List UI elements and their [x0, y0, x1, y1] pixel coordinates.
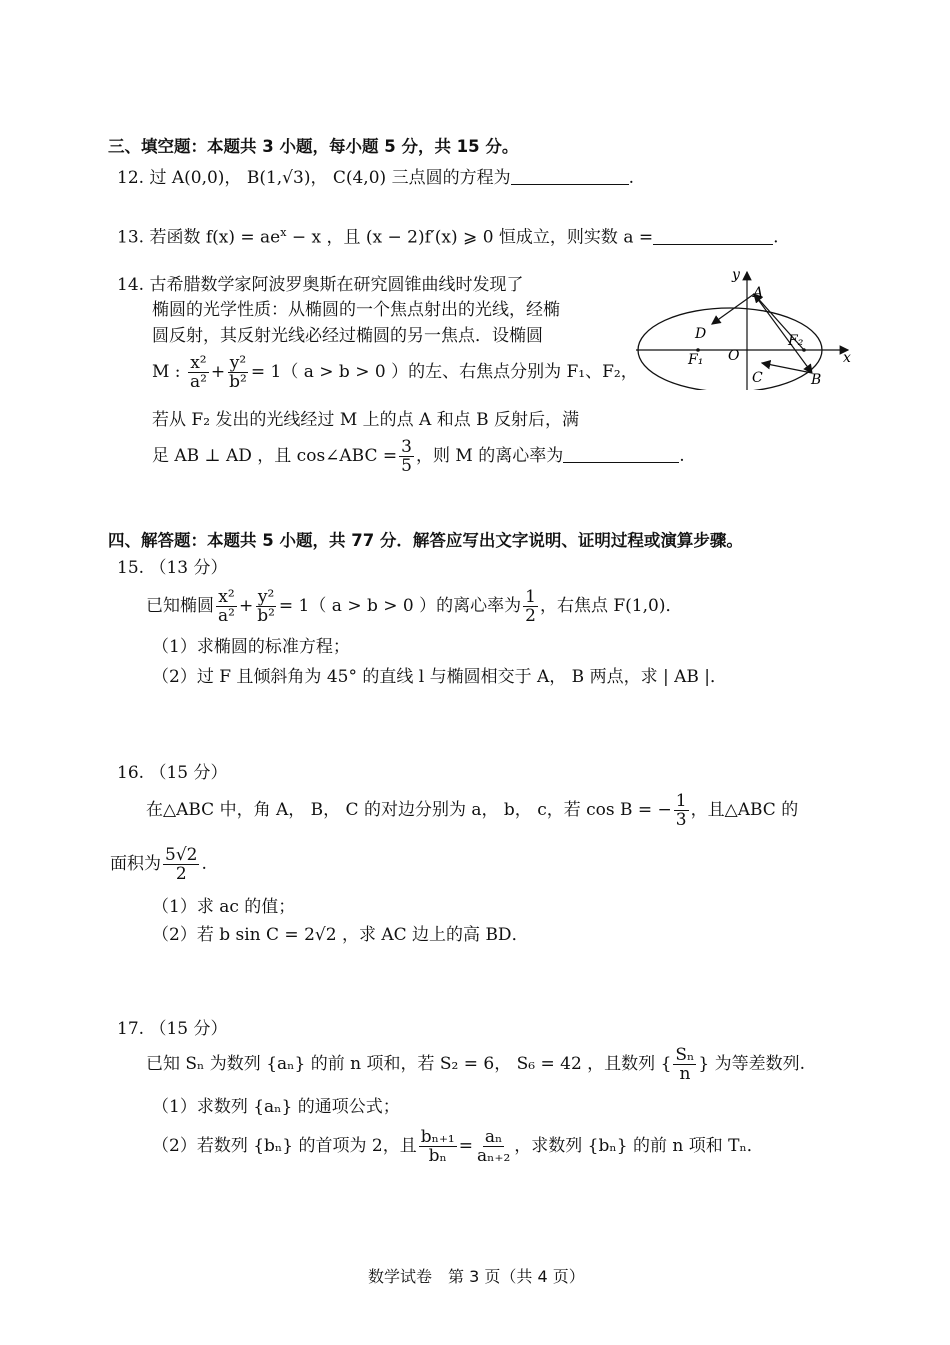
- q15-part2: （2）过 F 且倾斜角为 45° 的直线 l 与椭圆相交于 A， B 两点，求 | AB |．: [152, 667, 728, 687]
- q12-text: 12. 过 A(0,0)， B(1,√3)， C(4,0) 三点圆的方程为: [117, 168, 511, 188]
- q16-stem-post: ，且△ABC 的: [690, 800, 799, 820]
- q14-frac-x-den: a²: [189, 372, 207, 392]
- q15-title: 15. （13 分）: [117, 558, 228, 578]
- q17-frac-b-num: bₙ₊₁: [420, 1127, 455, 1147]
- q16-area-frac-den: 2: [175, 864, 187, 884]
- q16-cos-frac-den: 3: [675, 810, 687, 830]
- q14-line4-post: = 1（ a > b > 0 ）的左、右焦点分别为 F₁、F₂，: [250, 362, 638, 382]
- q13-text: 13. 若函数 f(x) = ae: [117, 227, 281, 248]
- q16-area: [110, 846, 207, 883]
- label-f1: F₁: [688, 352, 704, 368]
- q17-frac-a: [475, 1128, 512, 1165]
- q12-answer-blank[interactable]: [511, 166, 629, 185]
- q15-frac-y: [255, 588, 277, 625]
- q15-frac-x: [216, 588, 237, 625]
- q14-line1: 14. 古希腊数学家阿波罗奥斯在研究圆锥曲线时发现了: [117, 275, 524, 295]
- q15-stem-mid: = 1（ a > b > 0 ）的离心率为: [278, 596, 522, 616]
- q17-stem-pre: 已知 Sₙ 为数列 {aₙ} 的前 n 项和，若 S₂ = 6， S₆ = 42 ，且数列 {: [146, 1054, 672, 1074]
- label-f2: F₂: [788, 333, 804, 349]
- q15-frac-e: [523, 588, 538, 625]
- q14-frac-y-num: y²: [229, 353, 247, 373]
- q17-frac-sn-num: Sₙ: [675, 1045, 695, 1065]
- q17-title: 17. （15 分）: [117, 1019, 228, 1039]
- q14-cos-frac: [399, 438, 414, 475]
- q14-frac-y: [227, 354, 249, 391]
- q14-frac-x: [188, 354, 209, 391]
- q12-end: .: [628, 168, 634, 188]
- ellipse-figure: [636, 266, 862, 390]
- q15-frac-x-num: x²: [218, 587, 235, 607]
- q14-line3: 圆反射，其反射光线必经过椭圆的另一焦点．设椭圆: [152, 326, 543, 346]
- q15-stem-post: ，右焦点 F(1,0)．: [539, 596, 683, 616]
- q14-cos-frac-num: 3: [401, 437, 412, 457]
- label-y: y: [732, 267, 740, 283]
- section-3-heading: 三、填空题：本题共 3 小题，每小题 5 分，共 15 分。: [108, 137, 519, 156]
- q15-frac-y-num: y²: [257, 587, 275, 607]
- q16-part1: （1）求 ac 的值；: [152, 897, 296, 917]
- q14-line4: [152, 354, 638, 391]
- q16-area-frac-num: 5√2: [165, 845, 198, 865]
- q14-line4-pre: M :: [152, 362, 181, 382]
- q15-frac-e-num: 1: [525, 587, 536, 607]
- q14-cos-frac-den: 5: [401, 456, 412, 476]
- q14-line5: 若从 F₂ 发出的光线经过 M 上的点 A 和点 B 反射后，满: [152, 410, 580, 430]
- q14-line6-pre: 足 AB ⊥ AD ，且 cos∠ABC =: [152, 446, 398, 466]
- q16-cos-frac: [674, 792, 689, 829]
- q17-frac-sn: [673, 1046, 696, 1083]
- q15-frac-y-den: b²: [257, 606, 275, 626]
- q14-frac-y-den: b²: [229, 372, 247, 392]
- q14-line6-post: ，则 M 的离心率为: [415, 446, 564, 466]
- q14-plus: +: [210, 362, 226, 382]
- q13-end: .: [773, 227, 779, 248]
- q15-part1: （1）求椭圆的标准方程；: [152, 637, 350, 657]
- q15-frac-e-den: 2: [525, 606, 536, 626]
- q13-text2: − x ，且 (x − 2)f′(x) ⩾ 0 恒成立，则实数 a =: [286, 227, 654, 248]
- q17-frac-b-den: bₙ: [428, 1146, 447, 1166]
- q17-part1: （1）求数列 {aₙ} 的通项公式；: [152, 1097, 400, 1117]
- q16-title: 16. （15 分）: [117, 763, 228, 783]
- q17-part2-post: ，求数列 {bₙ} 的前 n 项和 Tₙ．: [514, 1136, 764, 1156]
- q14-frac-x-num: x²: [190, 353, 207, 373]
- q17-frac-b: [419, 1128, 457, 1165]
- q13-sup: x: [280, 226, 287, 239]
- q15-frac-x-den: a²: [218, 606, 235, 626]
- label-c: C: [752, 370, 763, 386]
- q13-answer-blank[interactable]: [653, 226, 773, 245]
- ray-b-to-c: [762, 363, 812, 373]
- q15-stem: [146, 588, 682, 625]
- question-12: [117, 166, 634, 190]
- q15-stem-pre: 已知椭圆: [146, 596, 214, 616]
- q16-stem: [146, 792, 798, 829]
- q17-frac-a-den: aₙ₊₂: [477, 1146, 511, 1166]
- q16-cos-frac-num: 1: [675, 791, 687, 811]
- section-4-heading: 四、解答题：本题共 5 小题，共 77 分．解答应写出文字说明、证明过程或演算步骤。: [108, 531, 743, 550]
- q17-stem-post: } 为等差数列.: [698, 1054, 806, 1074]
- q17-stem: [146, 1046, 805, 1083]
- q14-line6: [152, 438, 685, 475]
- q16-part2: （2）若 b sin C = 2√2 ，求 AC 边上的高 BD．: [152, 925, 529, 945]
- q16-area-frac: [163, 846, 199, 883]
- label-d: D: [695, 326, 707, 342]
- q14-line6-end: .: [679, 446, 685, 466]
- q17-part2-pre: （2）若数列 {bₙ} 的首项为 2，且: [152, 1136, 417, 1156]
- page-footer: 数学试卷 第 3 页（共 4 页）: [368, 1267, 585, 1286]
- q16-area-post: .: [201, 854, 207, 874]
- label-o: O: [728, 348, 740, 364]
- label-x: x: [843, 350, 851, 366]
- q14-line2: 椭圆的光学性质：从椭圆的一个焦点射出的光线，经椭: [152, 300, 560, 320]
- q17-frac-sn-den: n: [679, 1064, 691, 1084]
- label-a: A: [753, 285, 764, 301]
- q15-plus: +: [238, 596, 254, 616]
- q17-frac-a-num: aₙ: [484, 1127, 503, 1147]
- q17-eq: =: [458, 1136, 473, 1156]
- q16-stem-pre: 在△ABC 中，角 A， B， C 的对边分别为 a， b， c，若 cos B = −: [146, 800, 672, 820]
- q14-answer-blank[interactable]: [563, 444, 679, 463]
- question-13: [117, 221, 779, 250]
- label-b: B: [811, 372, 822, 388]
- q17-part2: [152, 1128, 764, 1165]
- q16-area-pre: 面积为: [110, 854, 161, 874]
